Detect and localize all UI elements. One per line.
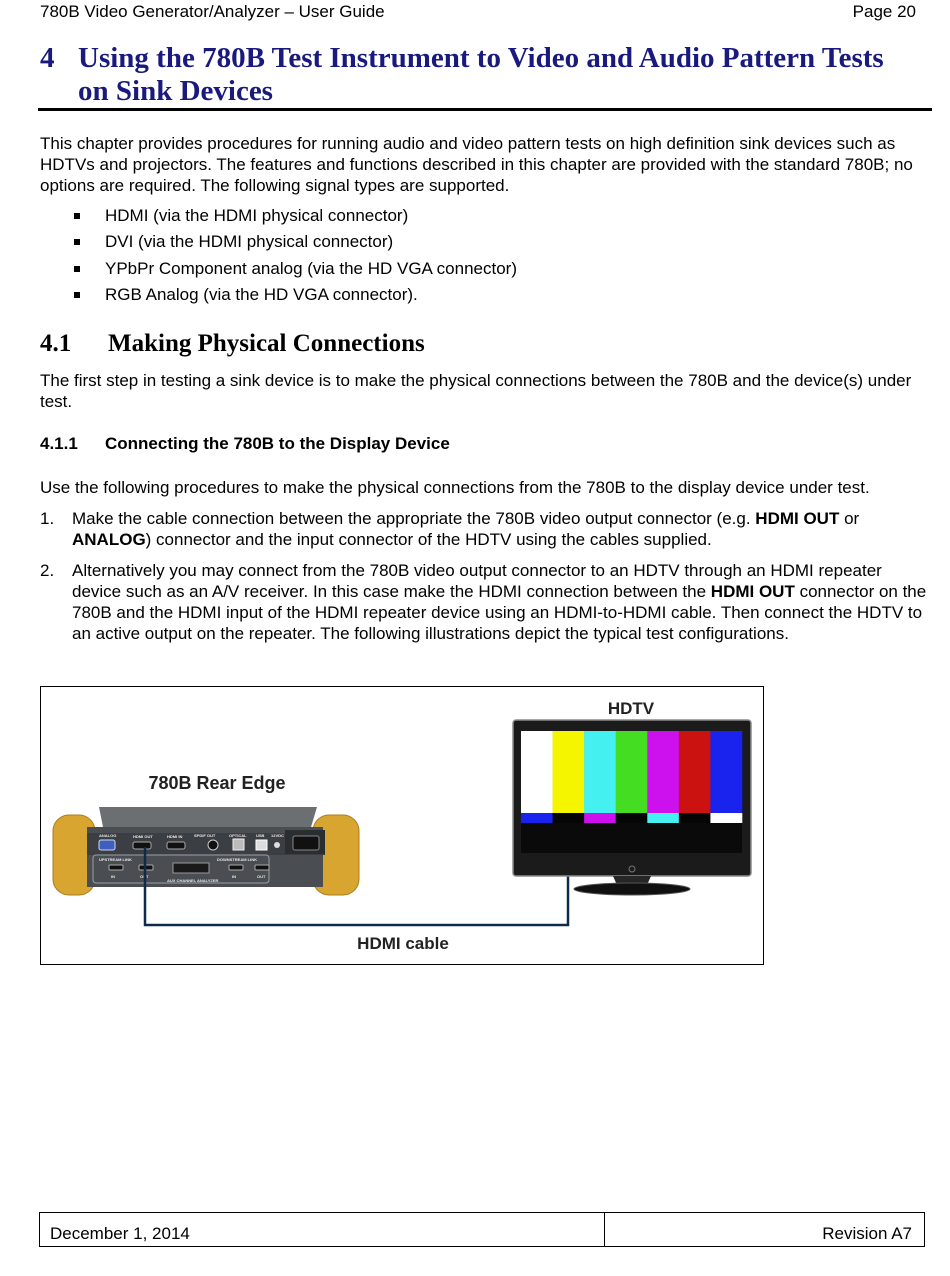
device-label: 780B Rear Edge [148,773,286,793]
hdmi-out-port [133,842,151,849]
tv-screen [521,731,742,853]
chapter-title: Using the 780B Test Instrument to Video and Audio Pattern Tests on Sink Devices [78,42,884,107]
usb-port [256,840,267,850]
device-top [99,807,317,827]
power-port [274,842,280,848]
panel-label: ANALOG [99,833,117,838]
section-title: Making Physical Connections [108,330,425,357]
list-item: HDMI (via the HDMI physical connector) [40,205,517,231]
color-strip [521,813,553,823]
footer-revision: Revision A7 [822,1224,912,1243]
color-strip [584,813,616,823]
panel-label: UPSTREAM LINK [99,857,132,862]
hdtv-label: HDTV [607,699,655,718]
color-strip [616,813,648,823]
color-bar [616,731,648,813]
step-number: 1. [40,509,55,528]
spdif-port [208,840,218,850]
step-text: ) connector and the input connector of the HDTV using the cables supplied. [145,530,712,549]
panel-label: OUT [140,874,149,879]
color-bar [647,731,679,813]
hdmi-in-port [167,842,185,849]
panel-label: HDMI OUT [133,834,153,839]
procedure-steps [40,508,930,654]
analog-port [99,840,115,850]
color-bar [521,731,553,813]
subsection-paragraph: Use the following procedures to make the physical connections from the 780B to the display device under test. [40,478,870,497]
subsection-title: Connecting the 780B to the Display Device [105,434,450,453]
panel-label: OUT [257,874,266,879]
intro-paragraph: This chapter provides procedures for running audio and video pattern tests on high definition sink devices such as HDTVs and projectors. The features and functions described in this chapter are provided with the standard 780B; no options are required. The following signal types are supported. [40,134,913,195]
panel-label: HDMI IN [167,834,183,839]
step-bold: HDMI OUT [710,582,795,601]
step-bold: HDMI OUT [755,509,840,528]
subsection-heading [40,434,450,454]
optical-port [233,839,244,850]
page-footer [39,1212,925,1247]
step-text: or [839,509,860,528]
color-strip [679,813,711,823]
list-item: RGB Analog (via the HD VGA connector). [40,284,517,310]
page-number: Page 20 [852,2,916,21]
list-item [40,508,930,550]
section-number: 4.1 [40,330,72,357]
list-item: YPbPr Component analog (via the HD VGA connector) [40,258,517,284]
panel-label: OPTICAL [229,833,247,838]
color-strip [553,813,585,823]
panel-label: AUX CHANNEL ANALYZER [167,878,219,883]
panel-label: SPDIF OUT [194,833,216,838]
list-item [40,560,930,644]
chapter-heading [40,42,920,108]
hdtv [513,720,751,895]
panel-label: 12VDC [271,833,284,838]
power-switch [293,836,319,850]
chapter-number: 4 [40,42,55,74]
step-bold: ANALOG [72,530,146,549]
section-paragraph: The first step in testing a sink device is to make the physical connections between the 780B and the device(s) under test. [40,371,912,411]
section-heading [40,330,425,358]
step-text: connector on the 780B and the HDMI input of the HDMI repeater device using an HDMI-to-HDMI cable. Then connect the HDTV to an active output on the repeater. The following illustrations depict the typical test configurations. [72,582,927,643]
list-item: DVI (via the HDMI physical connector) [40,231,517,257]
connection-diagram [41,687,763,964]
step-text: Alternatively you may connect from the 780B video output connector to an HDTV through an HDMI repeater device such as an A/V receiver. In this case make the HDMI connection between the [72,561,882,601]
subsection-number: 4.1.1 [40,434,78,453]
color-strip [647,813,679,823]
color-strip [710,813,742,823]
color-bar [584,731,616,813]
panel-label: USB [256,833,265,838]
footer-date: December 1, 2014 [40,1213,605,1246]
aux-connector [173,863,209,873]
device-780b [53,807,359,895]
panel-label: IN [111,874,115,879]
color-bar [553,731,585,813]
color-bar [679,731,711,813]
connection-figure [40,686,764,965]
chapter-rule [38,108,932,111]
step-number: 2. [40,561,55,580]
screen-bottom [521,823,742,853]
panel-label: DOWNSTREAM LINK [217,857,257,862]
signal-type-list [40,205,517,311]
color-bar [710,731,742,813]
cable-label: HDMI cable [357,934,449,953]
tv-stand-base [574,883,690,895]
document-title: 780B Video Generator/Analyzer – User Guide [40,2,385,21]
panel-label: IN [232,874,236,879]
step-text: Make the cable connection between the appropriate the 780B video output connector (e.g. [72,509,756,528]
